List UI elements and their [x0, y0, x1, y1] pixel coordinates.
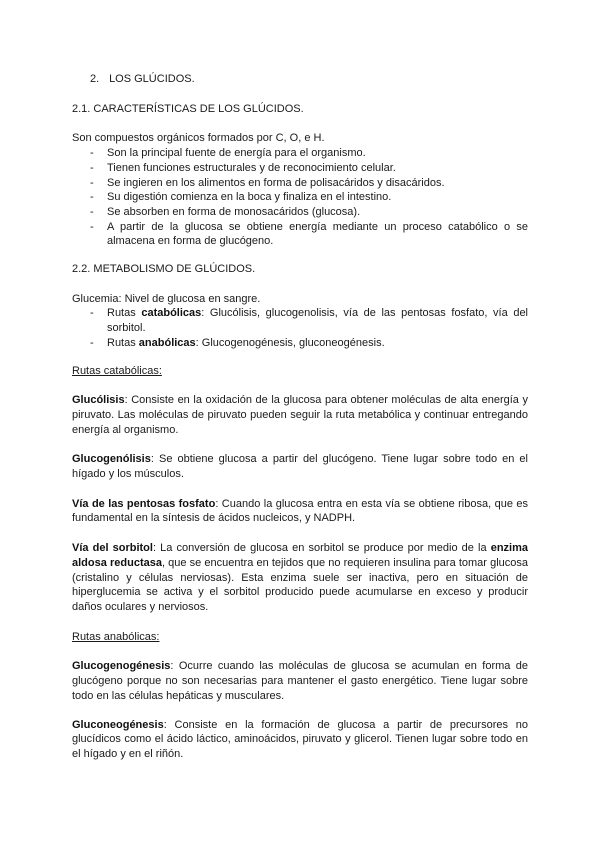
glucemia-definition: Glucemia: Nivel de glucosa en sangre.: [72, 292, 261, 305]
term-catabolicas: catabólicas: [141, 307, 202, 320]
glucogenogenesis-paragraph: Glucogenogénesis: Ocurre cuando las moléculas de glucosa se acumulan en forma de glucógeno porque no son necesarias para mantener el gasto energético. Tiene lugar sobre todo en las células hepáticas y musculares.: [72, 660, 528, 702]
glucogenolisis-paragraph: Glucogenólisis: Se obtiene glucosa a partir del glucógeno. Tiene lugar sobre todo en el hígado y los músculos.: [72, 453, 528, 481]
glucolisis-paragraph: Glucólisis: Consiste en la oxidación de la glucosa para obtener moléculas de alta energía y piruvato. Las moléculas de piruvato pueden seguir la ruta metabólica y continuar entregando energía al organismo.: [72, 394, 528, 436]
document-page: [72, 72, 528, 762]
section-heading: [90, 72, 528, 87]
gluconeogenesis-paragraph: Gluconeogénesis: Consiste en la formación de glucosa a partir de precursores no glucídicos como el ácido láctico, aminoácidos, piruvato y glicerol. Tienen lugar sobre todo en el hígado y en el riñón.: [72, 718, 528, 760]
list-item: - Tienen funciones estructurales y de reconocimiento celular.: [72, 161, 528, 176]
rutas-list: [72, 306, 528, 350]
section-number: 2.: [90, 73, 100, 85]
catabolic-heading: Rutas catabólicas:: [72, 364, 162, 377]
term-anabolicas: anabólicas: [138, 336, 196, 349]
list-item: - Rutas catabólicas: Glucólisis, glucogenolisis, vía de las pentosas fosfato, vía del sorbitol.: [72, 306, 528, 335]
sub1-list: [72, 146, 528, 249]
list-item: - Son la principal fuente de energía para el organismo.: [72, 146, 528, 161]
pentosas-paragraph: Vía de las pentosas fosfato: Cuando la glucosa entra en esta vía se obtiene ribosa, que es fundamental en la síntesis de ácidos nucleicos, y NADPH.: [72, 497, 528, 525]
anabolic-heading: Rutas anabólicas:: [72, 630, 160, 643]
subsection-heading-2: 2.2. METABOLISMO DE GLÚCIDOS.: [72, 263, 256, 276]
section-title: LOS GLÚCIDOS.: [109, 73, 195, 85]
subsection-heading-1: 2.1. CARACTERÍSTICAS DE LOS GLÚCIDOS.: [72, 102, 304, 115]
list-item: - Su digestión comienza en la boca y finaliza en el intestino.: [72, 190, 528, 205]
list-item: - Se absorben en forma de monosacáridos (glucosa).: [72, 205, 528, 220]
sorbitol-paragraph: Vía del sorbitol: La conversión de glucosa en sorbitol se produce por medio de la enzima aldosa reductasa, que se encuentra en tejidos que no requieren insulina para tomar glucosa (cristalino y células nerviosas). Esta enzima suele ser inactiva, pero en situación de hiperglucemia se activa y el sorbitol producido puede acumularse en exceso y producir daños oculares y nerviosos.: [72, 542, 529, 613]
list-item: - Rutas anabólicas: Glucogenogénesis, gluconeogénesis.: [72, 336, 528, 351]
list-item: - A partir de la glucosa se obtiene energía mediante un proceso catabólico o se almacena en forma de glucógeno.: [72, 220, 528, 249]
sub1-intro: Son compuestos orgánicos formados por C, O, e H.: [72, 132, 325, 145]
list-item: - Se ingieren en los alimentos en forma de polisacáridos y disacáridos.: [72, 176, 528, 191]
